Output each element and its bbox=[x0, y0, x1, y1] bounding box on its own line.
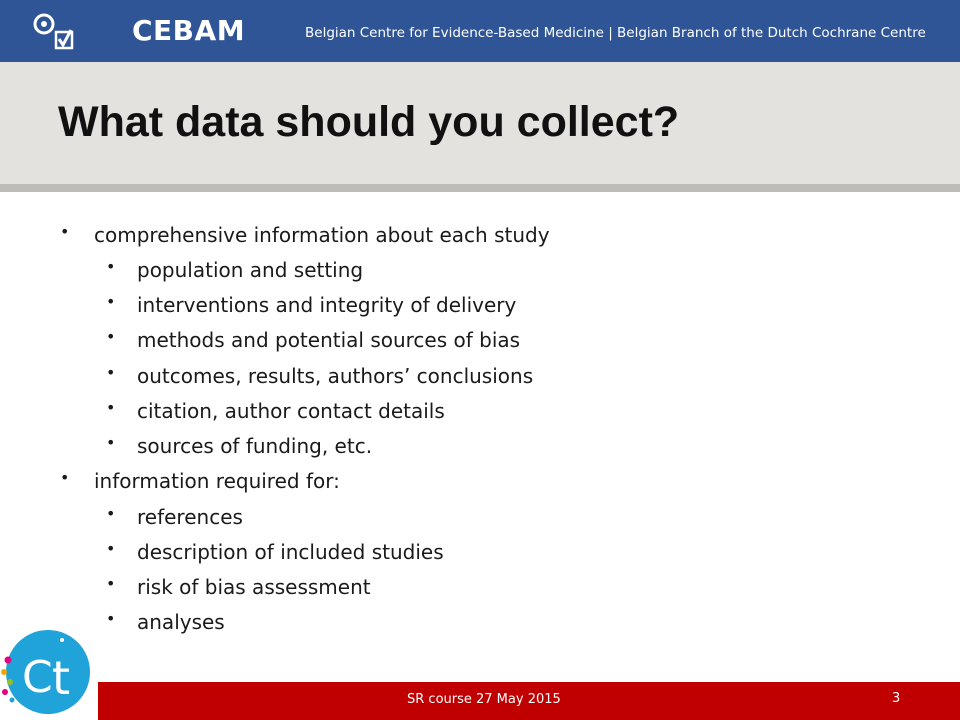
bullet-dot-icon: • bbox=[106, 257, 116, 276]
footer-course-label: SR course 27 May 2015 bbox=[407, 692, 561, 707]
bullet-item bbox=[60, 222, 550, 247]
bullet-dot-icon: • bbox=[106, 504, 116, 523]
sub-bullet-item bbox=[106, 327, 521, 352]
bullet-text: interventions and integrity of delivery bbox=[137, 293, 517, 317]
sub-bullet-item bbox=[106, 574, 371, 599]
bullet-dot-icon: • bbox=[106, 574, 116, 593]
sub-bullet-item bbox=[106, 433, 373, 458]
bullet-dot-icon: • bbox=[60, 222, 70, 241]
bullet-dot-icon: • bbox=[106, 398, 116, 417]
bullet-text: description of included studies bbox=[137, 540, 444, 564]
bullet-text: citation, author contact details bbox=[137, 399, 445, 423]
sub-bullet-item bbox=[106, 504, 243, 529]
bullet-text: population and setting bbox=[137, 258, 364, 282]
bullet-dot-icon: • bbox=[106, 433, 116, 452]
bullet-dot-icon: • bbox=[106, 609, 116, 628]
slide-number: 3 bbox=[892, 691, 901, 706]
brand-name: CEBAM bbox=[132, 14, 246, 47]
sub-bullet-item bbox=[106, 363, 534, 388]
bullet-dot-icon: • bbox=[60, 468, 70, 487]
sub-bullet-item bbox=[106, 609, 225, 634]
bullet-text: references bbox=[137, 505, 243, 529]
sub-bullet-item bbox=[106, 539, 444, 564]
bullet-text: sources of funding, etc. bbox=[137, 434, 373, 458]
bullet-text: comprehensive information about each study bbox=[94, 223, 550, 247]
svg-text:t: t bbox=[52, 651, 71, 705]
bullet-dot-icon: • bbox=[106, 292, 116, 311]
header-tagline: Belgian Centre for Evidence-Based Medicine | Belgian Branch of the Dutch Cochrane Centre bbox=[305, 25, 926, 41]
bullet-text: information required for: bbox=[94, 469, 340, 493]
header-bar bbox=[0, 0, 960, 62]
sub-bullet-item bbox=[106, 398, 445, 423]
bullet-dot-icon: • bbox=[106, 539, 116, 558]
slide-title: What data should you collect? bbox=[58, 98, 680, 146]
bullet-text: risk of bias assessment bbox=[137, 575, 371, 599]
bullet-dot-icon: • bbox=[106, 363, 116, 382]
bullet-dot-icon: • bbox=[106, 327, 116, 346]
sub-bullet-item bbox=[106, 257, 364, 282]
svg-text:C: C bbox=[22, 652, 53, 703]
title-band-border bbox=[0, 184, 960, 192]
ct-logo-icon bbox=[0, 630, 100, 720]
bullet-text: methods and potential sources of bias bbox=[137, 328, 521, 352]
bullet-text: analyses bbox=[137, 610, 225, 634]
bullet-item bbox=[60, 468, 340, 493]
cebam-logo-icon bbox=[30, 10, 80, 54]
sub-bullet-item bbox=[106, 292, 517, 317]
bullet-text: outcomes, results, authors’ conclusions bbox=[137, 364, 534, 388]
